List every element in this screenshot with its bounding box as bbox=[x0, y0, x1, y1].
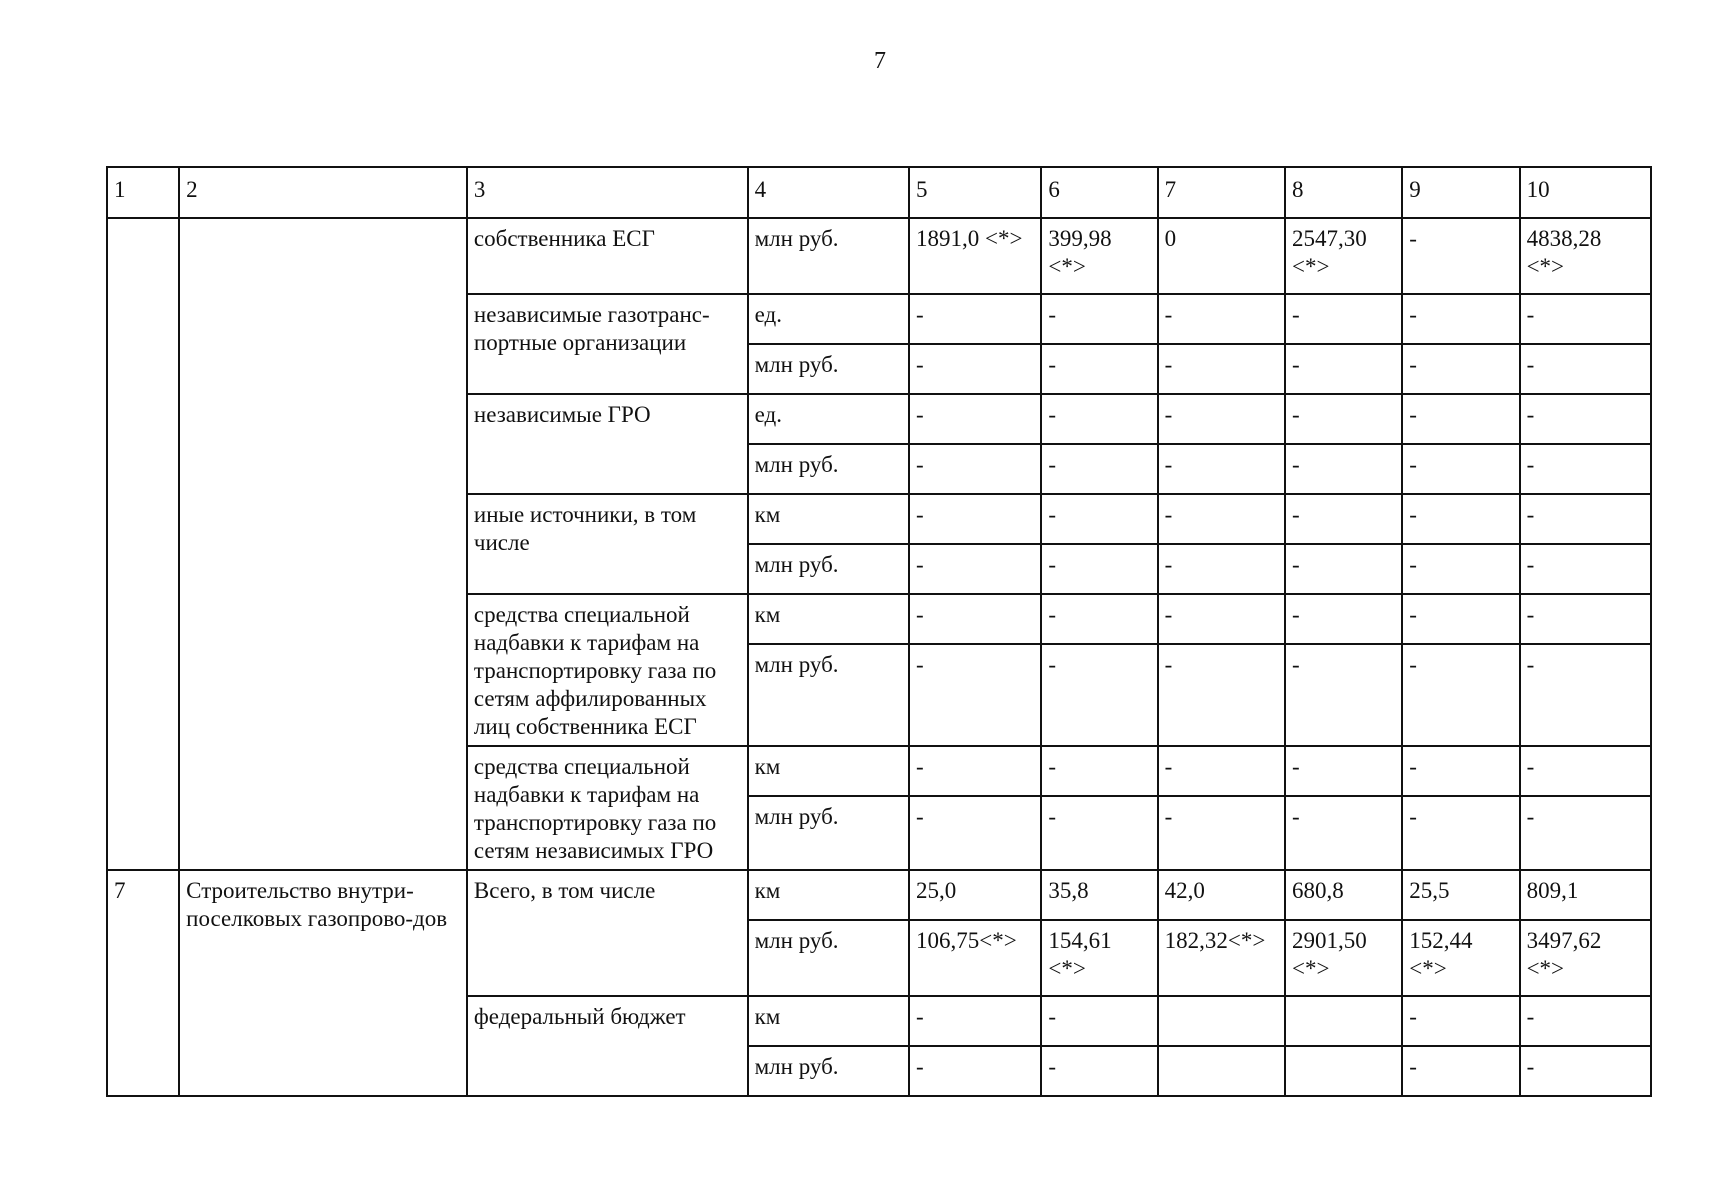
value-cell bbox=[1285, 1046, 1402, 1096]
value-cell: - bbox=[909, 644, 1041, 746]
value-cell: - bbox=[1158, 294, 1285, 344]
value-cell: - bbox=[909, 746, 1041, 796]
header-cell: 10 bbox=[1520, 167, 1651, 218]
value-cell: 1891,0 <*> bbox=[909, 218, 1041, 294]
source-cell: независимые газотранс-портные организации bbox=[467, 294, 748, 394]
header-cell: 6 bbox=[1041, 167, 1157, 218]
value-cell: - bbox=[1285, 746, 1402, 796]
source-cell: средства специальной надбавки к тарифам на транспортировку газа по сетям независимых ГРО bbox=[467, 746, 748, 870]
value-cell: - bbox=[1285, 544, 1402, 594]
value-cell: - bbox=[1520, 494, 1651, 544]
value-cell: 152,44 <*> bbox=[1402, 920, 1519, 996]
value-cell: - bbox=[1402, 494, 1519, 544]
item-name-cell: Строительство внутри-поселковых газопрово-дов bbox=[179, 870, 467, 1096]
value-cell: - bbox=[1041, 444, 1157, 494]
value-cell: - bbox=[1041, 344, 1157, 394]
value-cell: - bbox=[909, 796, 1041, 870]
value-cell: - bbox=[1402, 1046, 1519, 1096]
value-cell: - bbox=[1285, 644, 1402, 746]
value-cell: - bbox=[909, 294, 1041, 344]
value-cell: - bbox=[909, 344, 1041, 394]
value-cell: - bbox=[1402, 746, 1519, 796]
value-cell bbox=[1158, 996, 1285, 1046]
value-cell: 3497,62 <*> bbox=[1520, 920, 1651, 996]
item-number-cell: 7 bbox=[107, 870, 179, 1096]
value-cell: - bbox=[1520, 796, 1651, 870]
source-cell: независимые ГРО bbox=[467, 394, 748, 494]
header-cell: 4 bbox=[748, 167, 909, 218]
value-cell: - bbox=[1158, 644, 1285, 746]
value-cell: - bbox=[1520, 444, 1651, 494]
value-cell: - bbox=[1402, 594, 1519, 644]
table-row bbox=[107, 870, 1651, 920]
table-row bbox=[107, 218, 1651, 294]
source-cell: Всего, в том числе bbox=[467, 870, 748, 996]
value-cell: - bbox=[1402, 444, 1519, 494]
value-cell: - bbox=[909, 394, 1041, 444]
value-cell: 182,32<*> bbox=[1158, 920, 1285, 996]
value-cell: - bbox=[1041, 746, 1157, 796]
unit-cell: млн руб. bbox=[748, 544, 909, 594]
value-cell: - bbox=[1041, 644, 1157, 746]
unit-cell: км bbox=[748, 996, 909, 1046]
unit-cell: млн руб. bbox=[748, 1046, 909, 1096]
value-cell: 25,5 bbox=[1402, 870, 1519, 920]
page-number: 7 bbox=[874, 48, 886, 74]
value-cell: - bbox=[1402, 544, 1519, 594]
source-cell: иные источники, в том числе bbox=[467, 494, 748, 594]
value-cell: 809,1 bbox=[1520, 870, 1651, 920]
value-cell: - bbox=[1285, 594, 1402, 644]
value-cell: 25,0 bbox=[909, 870, 1041, 920]
value-cell: - bbox=[1041, 294, 1157, 344]
value-cell: 154,61 <*> bbox=[1041, 920, 1157, 996]
value-cell: 42,0 bbox=[1158, 870, 1285, 920]
value-cell: - bbox=[1402, 796, 1519, 870]
header-cell: 1 bbox=[107, 167, 179, 218]
value-cell: - bbox=[1520, 996, 1651, 1046]
value-cell: - bbox=[1520, 746, 1651, 796]
value-cell: - bbox=[1520, 544, 1651, 594]
value-cell: - bbox=[1285, 494, 1402, 544]
value-cell: 680,8 bbox=[1285, 870, 1402, 920]
source-cell: собственника ЕСГ bbox=[467, 218, 748, 294]
value-cell: - bbox=[1402, 218, 1519, 294]
source-cell: федеральный бюджет bbox=[467, 996, 748, 1096]
header-cell: 5 bbox=[909, 167, 1041, 218]
value-cell: - bbox=[1285, 344, 1402, 394]
value-cell: - bbox=[1402, 996, 1519, 1046]
value-cell: - bbox=[1402, 294, 1519, 344]
unit-cell: ед. bbox=[748, 294, 909, 344]
value-cell: 399,98 <*> bbox=[1041, 218, 1157, 294]
value-cell: - bbox=[1041, 544, 1157, 594]
item-number-cell bbox=[107, 218, 179, 870]
value-cell: - bbox=[1402, 394, 1519, 444]
value-cell: - bbox=[1041, 1046, 1157, 1096]
value-cell: - bbox=[1041, 494, 1157, 544]
value-cell: - bbox=[1158, 344, 1285, 394]
value-cell: 35,8 bbox=[1041, 870, 1157, 920]
value-cell: - bbox=[1158, 544, 1285, 594]
value-cell bbox=[1158, 1046, 1285, 1096]
value-cell: - bbox=[1041, 594, 1157, 644]
value-cell: - bbox=[1520, 294, 1651, 344]
value-cell bbox=[1285, 996, 1402, 1046]
value-cell: - bbox=[909, 996, 1041, 1046]
unit-cell: млн руб. bbox=[748, 444, 909, 494]
unit-cell: км bbox=[748, 870, 909, 920]
value-cell: - bbox=[1158, 594, 1285, 644]
value-cell: - bbox=[1158, 444, 1285, 494]
value-cell: - bbox=[1520, 1046, 1651, 1096]
value-cell: - bbox=[1041, 996, 1157, 1046]
value-cell: - bbox=[909, 444, 1041, 494]
item-name-cell bbox=[179, 218, 467, 870]
value-cell: - bbox=[1520, 644, 1651, 746]
source-cell: средства специальной надбавки к тарифам на транспортировку газа по сетям аффилированных лиц собственника ЕСГ bbox=[467, 594, 748, 746]
header-cell: 8 bbox=[1285, 167, 1402, 218]
value-cell: - bbox=[1041, 796, 1157, 870]
value-cell: - bbox=[1158, 746, 1285, 796]
value-cell: - bbox=[1158, 394, 1285, 444]
value-cell: - bbox=[909, 494, 1041, 544]
value-cell: - bbox=[1041, 394, 1157, 444]
value-cell: - bbox=[1285, 796, 1402, 870]
value-cell: - bbox=[1285, 394, 1402, 444]
unit-cell: ед. bbox=[748, 394, 909, 444]
header-cell: 2 bbox=[179, 167, 467, 218]
value-cell: - bbox=[1402, 644, 1519, 746]
value-cell: - bbox=[1285, 444, 1402, 494]
value-cell: - bbox=[909, 1046, 1041, 1096]
value-cell: 106,75<*> bbox=[909, 920, 1041, 996]
value-cell: - bbox=[1520, 344, 1651, 394]
unit-cell: млн руб. bbox=[748, 920, 909, 996]
unit-cell: км bbox=[748, 746, 909, 796]
unit-cell: млн руб. bbox=[748, 218, 909, 294]
budget-table bbox=[106, 166, 1652, 1097]
value-cell: - bbox=[1402, 344, 1519, 394]
header-cell: 3 bbox=[467, 167, 748, 218]
header-row bbox=[107, 167, 1651, 218]
value-cell: - bbox=[1158, 494, 1285, 544]
unit-cell: млн руб. bbox=[748, 344, 909, 394]
unit-cell: млн руб. bbox=[748, 644, 909, 746]
value-cell: 2901,50 <*> bbox=[1285, 920, 1402, 996]
value-cell: 0 bbox=[1158, 218, 1285, 294]
header-cell: 9 bbox=[1402, 167, 1519, 218]
unit-cell: км bbox=[748, 494, 909, 544]
unit-cell: млн руб. bbox=[748, 796, 909, 870]
value-cell: - bbox=[1158, 796, 1285, 870]
value-cell: - bbox=[1520, 394, 1651, 444]
header-cell: 7 bbox=[1158, 167, 1285, 218]
value-cell: - bbox=[1520, 594, 1651, 644]
value-cell: - bbox=[1285, 294, 1402, 344]
value-cell: - bbox=[909, 594, 1041, 644]
value-cell: - bbox=[909, 544, 1041, 594]
value-cell: 2547,30 <*> bbox=[1285, 218, 1402, 294]
unit-cell: км bbox=[748, 594, 909, 644]
value-cell: 4838,28 <*> bbox=[1520, 218, 1651, 294]
